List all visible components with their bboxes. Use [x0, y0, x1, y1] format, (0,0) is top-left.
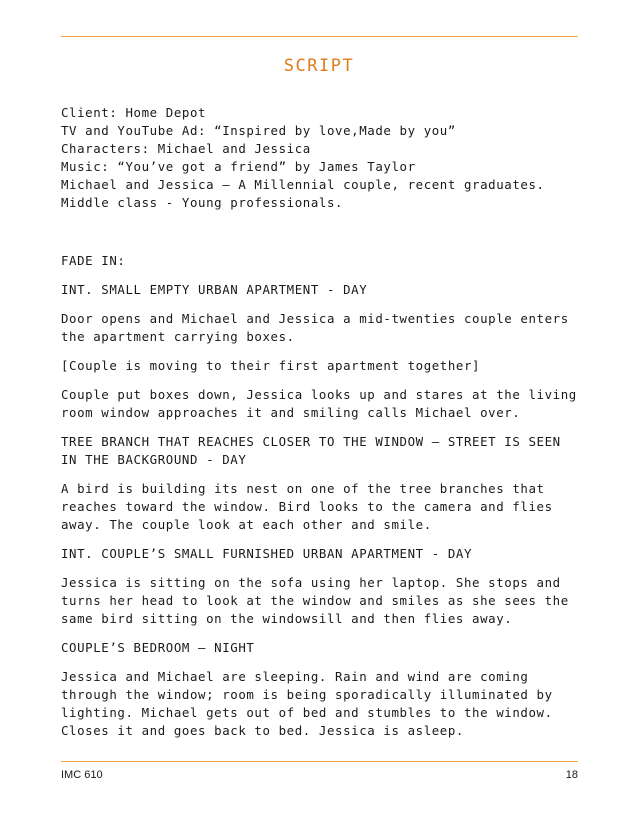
parenthetical-note: [Couple is moving to their first apartment together]: [61, 358, 481, 373]
script-body: [61, 104, 581, 740]
header-ad: TV and YouTube Ad: “Inspired by love,Made by you”: [61, 123, 456, 138]
header-music: Music: “You’ve got a friend” by James Taylor: [61, 159, 416, 174]
script-transition: FADE IN:: [61, 253, 126, 268]
footer-course: IMC 610: [61, 769, 103, 781]
page-title: SCRIPT: [283, 56, 355, 76]
scene-heading-3: INT. COUPLE’S SMALL FURNISHED URBAN APARTMENT - DAY: [61, 546, 473, 561]
action-paragraph-2: Couple put boxes down, Jessica looks up and stares at the living room window approaches it and smiling calls Michael over.: [61, 387, 577, 420]
action-paragraph-5: Jessica and Michael are sleeping. Rain and wind are coming through the window; room is being sporadically illuminated by lighting. Michael gets out of bed and stumbles to the window. Closes it and goes back to bed. Jessica is asleep.: [61, 669, 553, 738]
action-paragraph-4: Jessica is sitting on the sofa using her laptop. She stops and turns her head to look at the window and smiles as she sees the same bird sitting on the windowsill and then flies away.: [61, 575, 569, 626]
scene-heading-4: COUPLE’S BEDROOM – NIGHT: [61, 640, 255, 655]
header-characters: Characters: Michael and Jessica: [61, 141, 311, 156]
footer-page-number: 18: [565, 769, 578, 781]
header-description: Michael and Jessica – A Millennial couple, recent graduates. Middle class - Young professionals.: [61, 177, 545, 210]
scene-heading-1: INT. SMALL EMPTY URBAN APARTMENT - DAY: [61, 282, 368, 297]
header-client: Client: Home Depot: [61, 105, 207, 120]
bottom-divider: [61, 761, 578, 762]
scene-heading-2: TREE BRANCH THAT REACHES CLOSER TO THE WINDOW – STREET IS SEEN IN THE BACKGROUND - DAY: [61, 434, 561, 467]
action-paragraph-1: Door opens and Michael and Jessica a mid-twenties couple enters the apartment carrying boxes.: [61, 311, 569, 344]
top-divider: [61, 36, 578, 37]
action-paragraph-3: A bird is building its nest on one of the tree branches that reaches toward the window. Bird looks to the camera and flies away. The couple look at each other and smile.: [61, 481, 553, 532]
